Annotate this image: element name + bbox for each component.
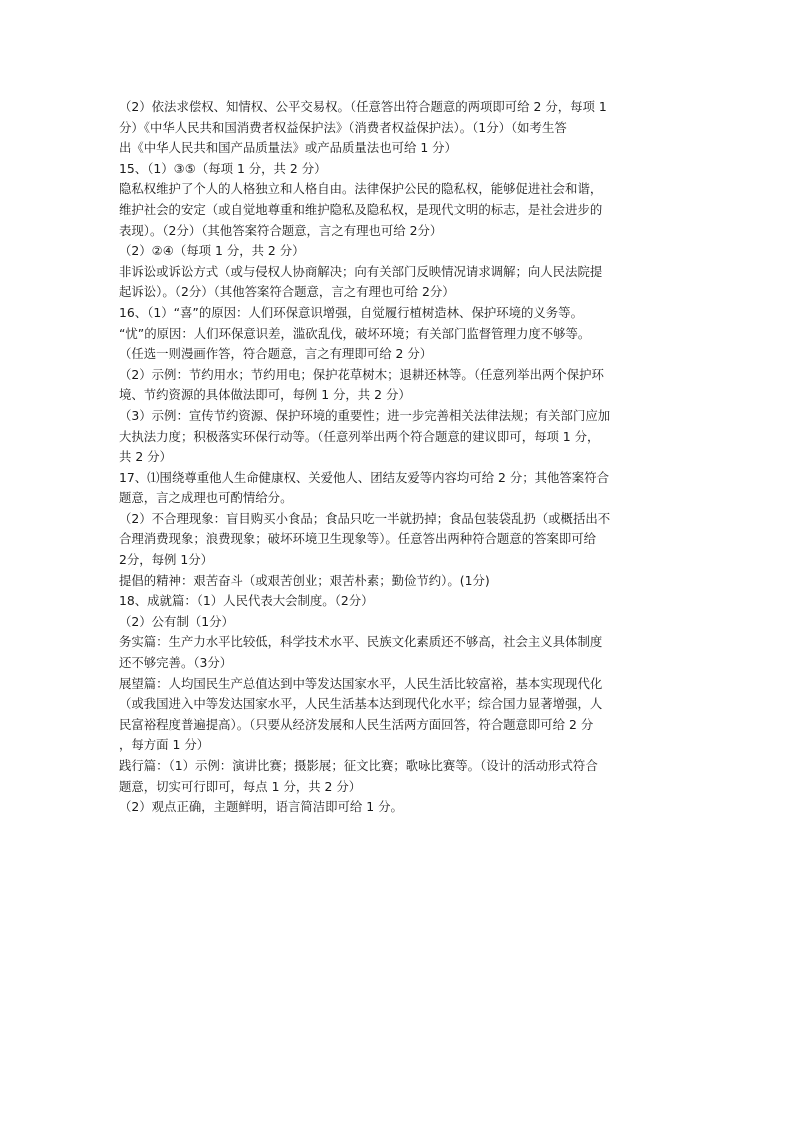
text-line: （或我国进入中等发达国家水平，人民生活基本达到现代化水平；综合国力显著增强，人: [119, 696, 603, 712]
text-line: 展望篇：人均国民生产总值达到中等发达国家水平，人民生活比较富裕，基本实现现代化: [119, 675, 603, 691]
text-line: 维护社会的安定（或自觉地尊重和维护隐私及隐私权，是现代文明的标志，是社会进步的: [119, 201, 603, 217]
text-line: 境、节约资源的具体做法即可，每例 1 分，共 2 分）: [119, 387, 411, 403]
text-line: “忧”的原因：人们环保意识差，滥砍乱伐，破坏环境；有关部门监督管理力度不够等。: [119, 325, 591, 341]
answer-key-text: [119, 97, 679, 818]
text-line: 16、（1）“喜”的原因：人们环保意识增强，自觉履行植树造林、保护环境的义务等。: [119, 304, 583, 320]
text-line: 大执法力度；积极落实环保行动等。（任意列举出两个符合题意的建议即可，每项 1 分，: [119, 428, 600, 444]
text-line: 非诉讼或诉讼方式（或与侵权人协商解决；向有关部门反映情况请求调解；向人民法院提: [119, 263, 603, 279]
text-line: （任选一则漫画作答，符合题意，言之有理即可给 2 分）: [119, 346, 433, 362]
text-line: （2）观点正确，主题鲜明，语言简洁即可给 1 分。: [119, 799, 403, 815]
text-line: 提倡的精神：艰苦奋斗（或艰苦创业；艰苦朴素；勤俭节约）。(1分): [119, 572, 490, 588]
text-line: 合理消费现象；浪费现象；破坏环境卫生现象等）。任意答出两种符合题意的答案即可给: [119, 531, 597, 547]
text-line: 起诉讼）。（2分）（其他答案符合题意，言之有理也可给 2分）: [119, 284, 455, 300]
text-line: （2）公有制（1分）: [119, 613, 234, 629]
text-line: 共 2 分）: [119, 449, 172, 465]
text-line: （2）②④（每项 1 分，共 2 分）: [119, 243, 305, 259]
text-line: （3）示例：宣传节约资源、保护环境的重要性；进一步完善相关法律法规；有关部门应加: [119, 407, 611, 423]
text-line: 表现）。（2分）（其他答案符合题意，言之有理也可给 2分）: [119, 222, 443, 238]
text-line: 民富裕程度普遍提高）。（只要从经济发展和人民生活两方面回答，符合题意即可给 2 分: [119, 716, 594, 732]
text-line: 18、成就篇：（1）人民代表大会制度。（2分）: [119, 593, 374, 609]
text-line: 还不够完善。（3分）: [119, 655, 233, 671]
text-line: 隐私权维护了个人的人格独立和人格自由。法律保护公民的隐私权，能够促进社会和谐，: [119, 181, 603, 197]
text-line: 题意，言之成理也可酌情给分。: [119, 490, 293, 506]
text-line: 分）《中华人民共和国消费者权益保护法》（消费者权益保护法）。（1分）（如考生答: [119, 119, 567, 135]
text-line: 出《中华人民共和国产品质量法》或产品质量法也可给 1 分）: [119, 140, 457, 156]
text-line: 题意，切实可行即可，每点 1 分，共 2 分）: [119, 778, 362, 794]
text-line: （2）依法求偿权、知情权、公平交易权。（任意答出符合题意的两项即可给 2 分，每项 1: [119, 99, 607, 114]
text-line: ，每方面 1 分）: [119, 737, 210, 753]
text-line: 践行篇：（1）示例：演讲比赛；摄影展；征文比赛；歌咏比赛等。（设计的活动形式符合: [119, 758, 598, 773]
text-line: 15、（1）③⑤（每项 1 分，共 2 分）: [119, 160, 327, 176]
text-line: （2）不合理现象：盲目购买小食品；食品只吃一半就扔掉；食品包装袋乱扔（或概括出不: [119, 510, 611, 526]
text-line: 2分，每例 1分）: [119, 552, 214, 568]
text-line: 务实篇：生产力水平比较低，科学技术水平、民族文化素质还不够高，社会主义具体制度: [119, 634, 603, 650]
text-line: 17、⑴围绕尊重他人生命健康权、关爱他人、团结友爱等内容均可给 2 分；其他答案符合: [119, 469, 609, 485]
text-line: （2）示例：节约用水；节约用电；保护花草树木；退耕还林等。（任意列举出两个保护环: [119, 366, 604, 382]
